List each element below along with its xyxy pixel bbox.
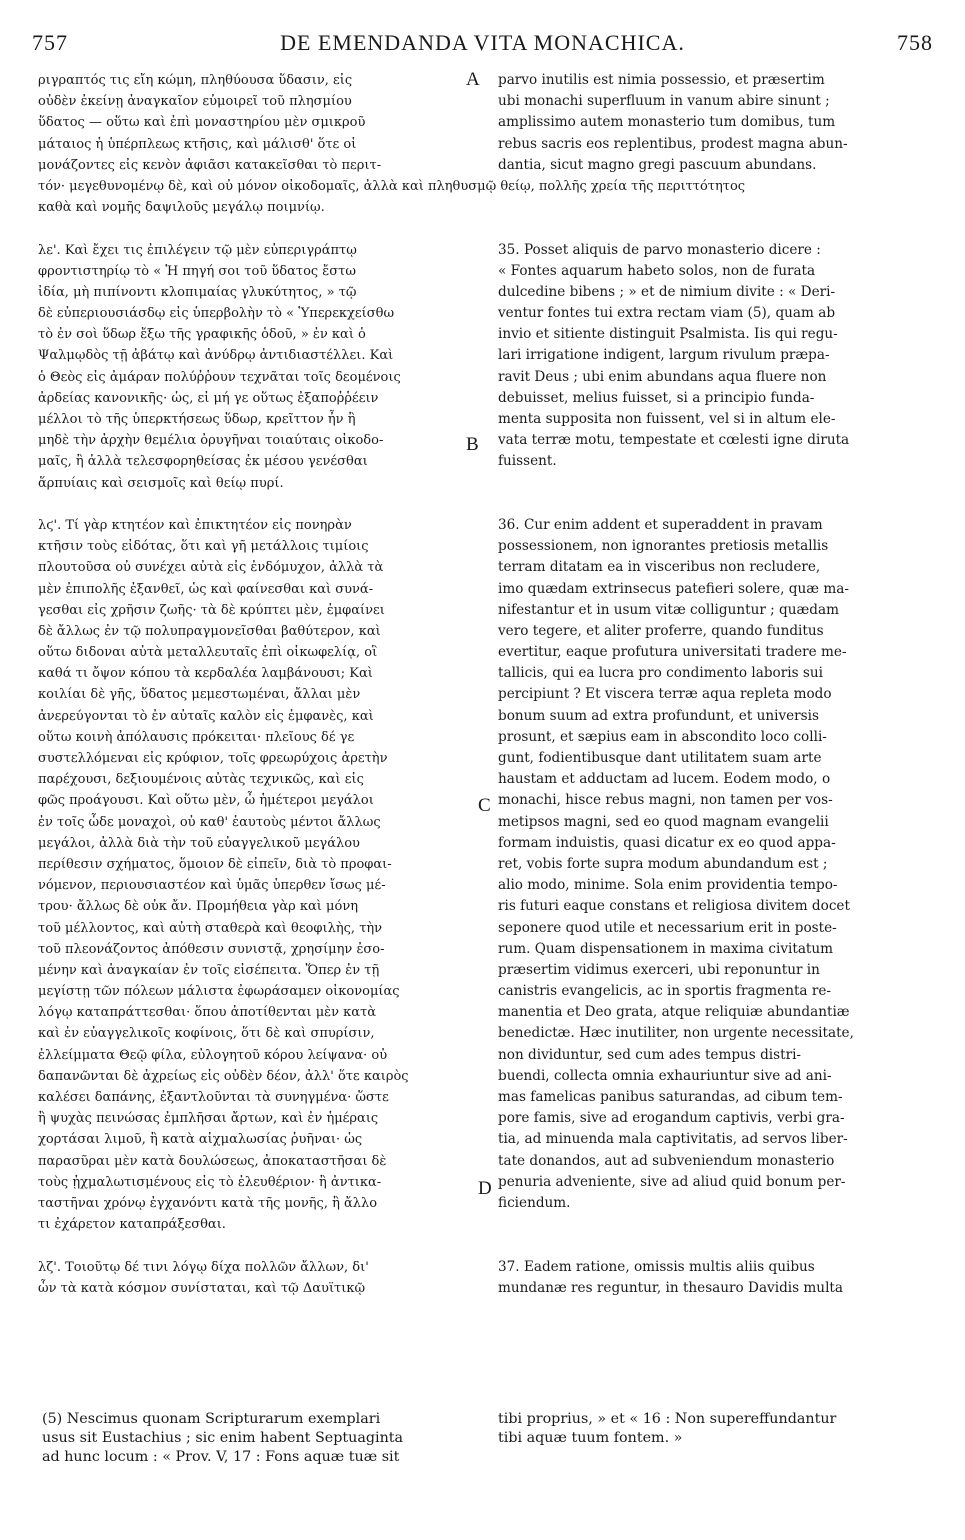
greek-text-line: λόγῳ καταπράττεσθαι· ὅπου ἀποτίθενται μὲν κατὰ [38,1005,377,1021]
greek-text-line: κτῆσιν τοὺς εἰδότας, ὅτι καὶ γῆ μετάλλοις τιμίοις [38,539,369,555]
greek-text-line: μένην καὶ ἀναγκαίαν ἐν τοῖς εἰσέπειτα. Ὅπερ ἐν τῇ [38,962,380,978]
latin-text-line: metipsos magni, sed eo quod magnam evangelii [498,813,829,830]
latin-text-line: percipiunt ? Et viscera terræ aqua repleta modo [498,686,832,703]
latin-text-line [498,218,933,239]
latin-text-line: lari irrigatione indigent, largum rivulum præpa- [498,347,830,364]
latin-text-line: rum. Quam dispensationem in maxima civitatum [498,940,834,957]
greek-text-line: πλουτοῦσα οὐ συνέχει αὐτὰ εἰς ἐνδόμυχον, ἀλλὰ τὰ [38,560,384,576]
greek-text-line: τοὺς ᾐχμαλωτισμένους εἰς τὸ ἐλευθέριον· ἢ ἀντικα- [38,1174,382,1190]
latin-text-line [498,176,933,197]
margin-marker-a: A [466,69,480,90]
footnote-right [498,1410,836,1448]
footnote-line: tibi proprius, » et « 16 : Non supereffundantur [498,1411,837,1427]
margin-marker-c: C [478,795,491,816]
greek-text-line [38,1235,478,1256]
latin-text-line: imo quædam extrinsecus patefieri solere, quæ ma- [498,580,849,597]
greek-text-line: τοῦ πλεονάζοντος ἀπόθεσιν συνιστᾷ, χρησίμην ἐσο- [38,941,385,957]
latin-text-line: evertitur, eaque profutura universitati tradere me- [498,644,847,661]
greek-text-line: καθά τι ὄψον κόπου τὰ κερδαλέα λαμβάνουσι; Καὶ [38,666,373,682]
greek-text-line: μεγάλοι, ἀλλὰ διὰ τὴν τοῦ εὐαγγελικοῦ μεγάλου [38,835,360,851]
latin-text-line: bonum suum ad extra profundunt, et universis [498,707,819,724]
page-number-left: 757 [32,30,68,55]
greek-text-line: καὶ ἐν εὐαγγελικοῖς κοφίνοις, ὅτι δὲ καὶ σπυρίσιν, [38,1026,375,1042]
latin-text-line: præsertim vidimus exerceri, ubi reponuntur in [498,961,820,978]
greek-text-line: φροντιστηρίῳ τὸ « Ἡ πηγή σοι τοῦ ὕδατος ἔστω [38,263,356,279]
latin-text-line [498,473,933,494]
greek-text-line: οὕτω κοινὴ ἀπόλαυσις πρόκειται· πλεῖους δέ γε [38,729,355,745]
latin-text-line: mundanæ res reguntur, in thesauro Davidis multa [498,1279,843,1296]
greek-text-line: οὕτω διδοναι αὐτὰ μεταλλευταῖς ἐπὶ οἰκωφελίᾳ, οἳ [38,645,378,661]
latin-text-line: debuisset, melius fuisset, si a principio funda- [498,389,815,406]
latin-text-line: pore famis, sive ad erogandum captivis, verbi gra- [498,1110,845,1127]
page-header [32,30,933,58]
latin-text-line: seponere quod utile et necessarium erit in poste- [498,919,837,936]
latin-text-line: fuissent. [498,453,557,470]
latin-text-line: penuria adveniente, sive ad aliud quid bonum per- [498,1173,846,1190]
margin-marker-d: D [478,1178,492,1199]
latin-text-line: formam induistis, quasi dicatur ex eo quod appa- [498,834,836,851]
greek-text-line: δαπανῶνται δὲ ἀχρείως εἰς οὐδὲν δέον, ἀλλ' ὅτε καιρὸς [38,1068,409,1084]
latin-text-line: amplissimo autem monasterio tum domibus, tum [498,114,836,131]
greek-text-line: ἅρπυίαις καὶ σεισμοῖς καὶ θείῳ πυρί. [38,475,284,491]
latin-text-line: ret, vobis forte supra modum abundandum est ; [498,855,828,872]
latin-text-line: buendi, collecta omnia exhauriuntur sive ad ani- [498,1067,832,1084]
greek-text-line: ἐν τοῖς ὧδε μοναχοὶ, οὐ καθ' ἑαυτοὺς μέντοι ἄλλως [38,814,381,830]
greek-text-line [38,494,478,515]
latin-text-line: vata terræ motu, tempestate et cœlesti igne diruta [498,432,850,449]
greek-text-line: τρου· ἄλλως δὲ οὐκ ἄν. Προμήθεια γὰρ καὶ μόνη [38,899,359,915]
latin-text-line: « Fontes aquarum habeto solos, non de furata [498,262,816,279]
latin-text-line: non dividuntur, sed cum ades tempus distri- [498,1046,802,1063]
latin-text-line: menta supposita non fuissent, vel si in altum ele- [498,411,836,427]
greek-text-line: κοιλίαι δὲ γῆς, ὕδατος μεμεστωμέναι, ἄλλαι μὲν [38,687,361,703]
latin-text-line: ris futuri eaque constans et religiosa divitem docet [498,898,850,915]
greek-text-line: μέλλοι τὸ τῆς ὑπερκτήσεως ὕδωρ, κρεῖττον ἦν ἢ [38,412,356,427]
latin-column [498,70,933,1299]
greek-text-line: οὐδὲν ἐκείνῃ ἀναγκαῖον εὐμοιρεῖ τοῦ πλησμίου [38,94,352,110]
latin-text-line: vero tegere, et aliter proferre, quando funditus [498,622,824,639]
greek-text-line: μὲν ἐπιπολῆς ἐξανθεῖ, ὡς καὶ φαίνεσθαι καὶ συνά- [38,581,374,597]
latin-text-line: tate donandos, aut ad subveniendum monasterio [498,1152,835,1169]
greek-text-line: γεσθαι εἰς χρῆσιν ζωῆς· τὰ δὲ κρύπτει μὲν, ἐμφαίνει [38,602,385,618]
margin-marker-b: B [466,434,479,455]
footnote-line: (5) Nescimus quonam Scripturarum exemplari [42,1411,381,1427]
latin-text-line: haustam et adductam ad lucem. Eodem modo, o [498,771,831,788]
latin-text-line: manentia et Deo grata, atque reliquiæ abundantiæ [498,1004,850,1021]
greek-text-line: ὧν τὰ κατὰ κόσμον συνίσταται, καὶ τῷ Δαυϊτικῷ [38,1280,366,1296]
page-number-right: 758 [897,30,933,55]
greek-text-line: περίθεσιν σχήματος, ὅμοιον δὲ εἰπεῖν, διὰ τὸ προφαι- [38,856,392,872]
latin-text-line: invio et sitiente distinguit Psalmista. Iis qui regu- [498,326,838,343]
latin-text-line: prosunt, et sæpius eam in abscondito loco colli- [498,728,827,745]
greek-text-line: ἀρδείας κανονικῆς· ὡς, εἰ μή γε οὕτως ἐξαποῤῥέειν [38,390,379,406]
greek-text-line: λζ'. Τοιοῦτῳ δέ τινι λόγῳ δίχα πολλῶν ἄλλων, δι' [38,1259,369,1275]
latin-text-line: rebus sacris eos replentibus, prodest magna abun- [498,135,848,152]
latin-text-line: benedictæ. Hæc inutiliter, non urgente necessitate, [498,1025,854,1042]
greek-text-line: ἰδία, μὴ πιπίνοντι κλοπιμαίας γλυκύτητος, » τῷ [38,284,357,300]
greek-text-line: φῶς προάγουσι. Καὶ οὕτω μὲν, ὦ ἡμέτεροι μεγάλοι [38,793,374,809]
latin-text-line: mas famelicas panibus saturandas, ad cibum tem- [498,1089,843,1105]
latin-text-line: tallicis, qui ea lucra pro condimento laboris sui [498,665,823,682]
greek-text-line: λε'. Καὶ ἔχει τις ἐπιλέγειν τῷ μὲν εὐπεριγράπτῳ [38,242,357,258]
greek-text-line: μεγίστῃ τῶν πόλεων μάλιστα ἐφωράσαμεν οἰκονομίας [38,984,400,1000]
greek-text-line: καθὰ καὶ νομῆς δαψιλοῦς μεγάλῳ ποιμνίῳ. [38,200,325,216]
greek-text-line: μαῖς, ἢ ἀλλὰ τελεσφορηθείσας ἐκ μέσου γενέσθαι [38,454,368,470]
latin-text-line: dantia, sicut magno gregi pascuum abundans. [498,156,817,173]
latin-text-line: ventur fontes tui extra rectam viam (5), quam ab [498,305,836,322]
latin-text-line: 36. Cur enim addent et superaddent in pravam [498,516,823,533]
greek-text-line: τοῦ μέλλοντος, καὶ αὐτὴ σταθερὰ καὶ θεοφιλὴς, τὴν [38,920,383,936]
latin-text-line: nifestantur et in usum vitæ colliguntur ; quædam [498,601,839,618]
latin-text-line: ravit Deus ; ubi enim abundans aqua fluere non [498,368,827,385]
greek-text-line: μηδὲ τὴν ἀρχὴν θεμέλια ὀρυγῆναι τοιαύταις οἰκοδο- [38,433,384,449]
greek-text-line: Ψαλμῳδὸς τῇ ἀβάτῳ καὶ ἀνύδρῳ ἀντιδιαστέλλει. Καὶ [38,348,394,364]
greek-text-line: ὕδατος — οὕτω καὶ ἐπὶ μοναστηρίου μὲν σμικροῦ [38,115,366,131]
greek-text-line [38,218,478,239]
latin-text-line: monachi, hisce rebus magni, non tamen per vos- [498,792,833,809]
greek-text-line: ἀνερεύγονται τὸ ἐν αὐταῖς καλὸν εἰς ἐμφανὲς, καὶ [38,708,374,724]
latin-text-line [498,197,933,218]
greek-text-line: ὁ Θεὸς εἰς ἀμάραν πολύῤῥουν τεχνᾶται τοῖς δεομένοις [38,369,401,385]
greek-text-line: παρέχουσι, δεξιουμένοις αὐτὰς τεχνικῶς, καὶ εἰς [38,772,364,788]
greek-text-line: λϛ'. Τί γὰρ κτητέον καὶ ἐπικτητέον εἰς πονηρὰν [38,517,352,533]
greek-text-line: ἐλλείμματα Θεῷ φίλα, εὐλογητοῦ κόρου λείψανα· οὐ [38,1047,388,1063]
greek-text-line: μονάζοντες εἰς κενὸν ἀφιᾶσι κατακεῖσθαι τὸ περιτ- [38,157,382,173]
footnote-line: ad hunc locum : « Prov. V, 17 : Fons aquæ tuæ sit [42,1449,400,1465]
running-title: DE EMENDANDA VITA MONACHICA. [280,30,685,55]
latin-text-line: dulcedine bibens ; » et de nimium divite : « Deri- [498,283,836,300]
greek-text-line: συστελλόμεναι εἰς κρύφιον, τοῖς φρεωρύχοις ἀρετὴν [38,751,388,766]
greek-text-line: δὲ εὐπεριουσιάσδῳ εἰς ὑπερβολὴν τὸ « Ὑπερεκχείσθω [38,306,395,322]
footnote-line: usus sit Eustachius ; sic enim habent Septuaginta [42,1430,404,1446]
footnote-left [42,1410,403,1467]
greek-text-line: νόμενον, περιουσιαστέον καὶ ὑμᾶς ὑπερθεν ἴσως μέ- [38,878,386,894]
latin-text-line: terram ditatam ea in visceribus non recludere, [498,559,821,576]
greek-text-line: τὸ ἐν σοὶ ὕδωρ ἔξω τῆς γραφικῆς ὁδοῦ, » ἐν καὶ ὁ [38,327,366,343]
latin-text-line: 37. Eadem ratione, omissis multis aliis quibus [498,1258,815,1275]
latin-text-line: tia, ad minuenda mala captivitatis, ad servos liber- [498,1131,848,1148]
latin-text-line [498,1214,933,1235]
latin-text-line [498,1235,933,1256]
latin-text-line: possessionem, non ignorantes pretiosis metallis [498,538,829,555]
greek-text-line: τι ἐχάρετον καταπράξεσθαι. [38,1217,226,1233]
greek-text-line: δὲ ἄλλως ἐν τῷ πολυπραγμονεῖσθαι βαθύτερον, καὶ [38,623,381,639]
latin-text-line [498,494,933,515]
greek-text-line: καλέσει δαπάνης, ἐξαντλοῦνται τὰ συνηγμένα· ὥστε [38,1090,389,1105]
latin-text-line: canistris evangelicis, ac in sportis fragmenta re- [498,983,831,1000]
greek-text-line: μάταιος ἡ ὑπέρπλεως κτῆσις, καὶ μάλισθ' ὅτε οἱ [38,136,357,152]
latin-text-line: 35. Posset aliquis de parvo monasterio dicere : [498,241,821,258]
greek-text-line: ριγραπτός τις εἴη κώμη, πληθύουσα ὕδασιν, εἰς [38,73,353,88]
latin-text-line: alio modo, minime. Sola enim providentia tempo- [498,877,838,894]
greek-text-line: ταστῆναι χρόνῳ ἐγχανόντι κατὰ τῆς μονῆς, ἢ ἄλλο [38,1195,378,1211]
greek-text-line: παρασῦραι μὲν κατὰ δουλώσεως, ἀποκαταστῆσαι δὲ [38,1153,387,1169]
latin-text-line: ficiendum. [498,1194,571,1211]
latin-text-line: ubi monachi superfluum in vanum abire sinunt ; [498,93,830,110]
latin-text-line: parvo inutilis est nimia possessio, et præsertim [498,72,825,88]
footnote-line: tibi aquæ tuum fontem. » [498,1430,683,1446]
greek-text-line: χορτάσαι λιμοῦ, ἢ κατὰ αἰχμαλωσίας ῥυῆναι· ὡς [38,1132,363,1148]
greek-text-line: τόν· μεγεθυνομένῳ δὲ, καὶ οὐ μόνον οἰκοδομαῖς, ἀλλὰ καὶ πληθυσμῷ θείῳ, πολλῆς χρεία τῆς περιττότητος [38,178,746,194]
latin-text-line: gunt, fodientibusque dant utilitatem suam arte [498,750,822,766]
greek-text-line: ἢ ψυχὰς πεινώσας ἐμπλῆσαι ἄρτων, καὶ ἐν ἡμέραις [38,1111,379,1127]
